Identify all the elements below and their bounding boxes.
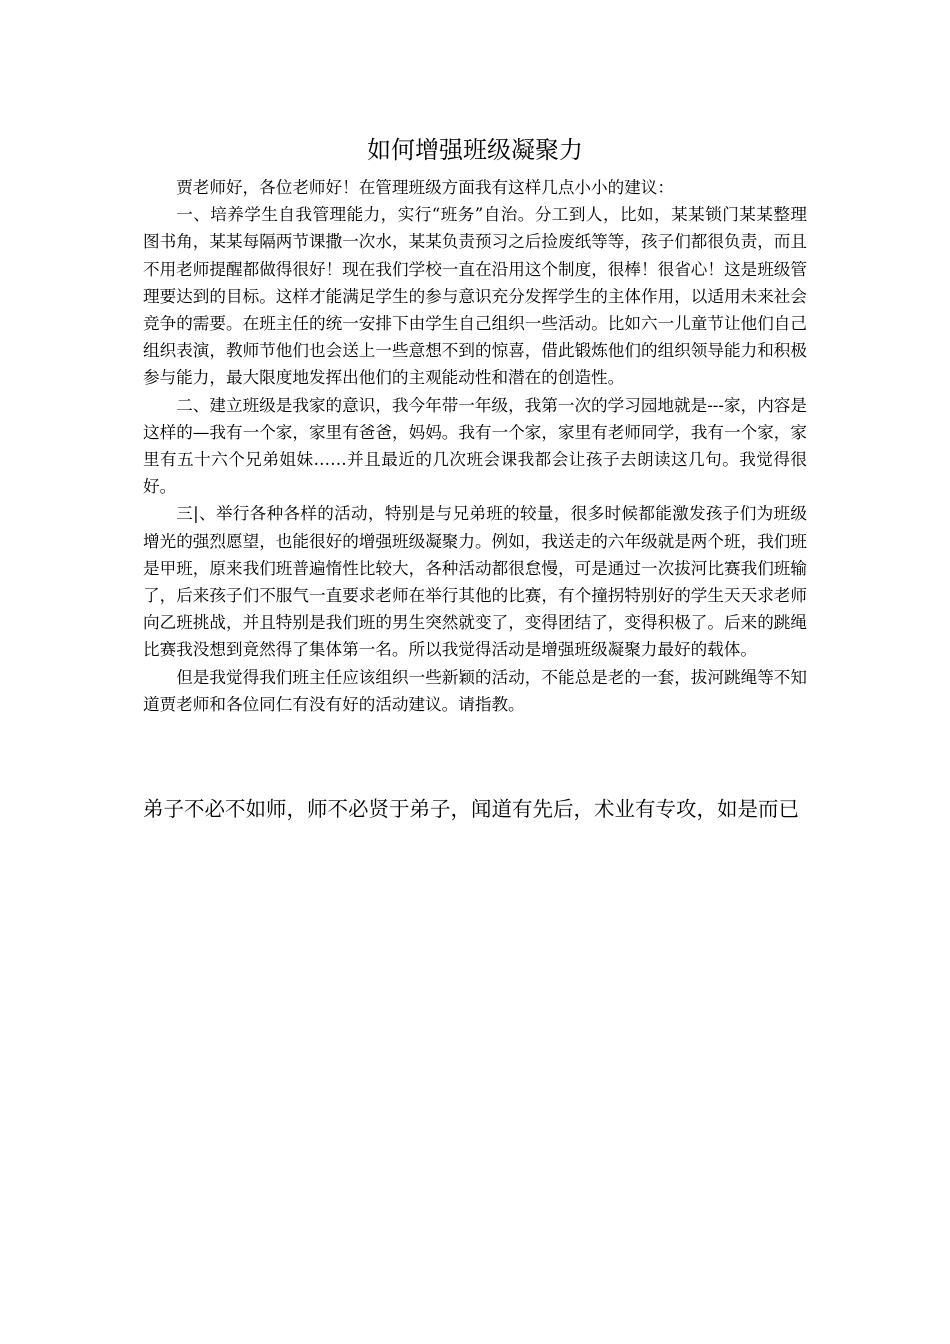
footer-quote: 弟子不必不如师，师不必贤于弟子，闻道有先后，术业有专攻，如是而已 (143, 797, 799, 821)
greeting-paragraph: 贾老师好，各位老师好！在管理班级方面我有这样几点小小的建议： (176, 178, 674, 197)
document-title: 如何增强班级凝聚力 (367, 136, 583, 164)
paragraph-point-three: 三|、举行各种各样的活动，特别是与兄弟班的较量，很多时候都能激发孩子们为班级增光的强烈愿望，也能很好的增强班级凝聚力。例如，我送走的六年级就是两个班，我们班是甲班，原来我们班普遍惰性比较大，各种活动都很怠慢，可是通过一次拔河比赛我们班输了，后来孩子们不服气一直要求老师在举行其他的比赛，有个撞拐特别好的学生天天求老师向乙班挑战，并且特别是我们班的男生突然就变了，变得团结了，变得积极了。后来的跳绳比赛我没想到竟然得了集体第一名。所以我觉得活动是增强班级凝聚力最好的载体。 (143, 504, 807, 660)
closing-paragraph: 但是我觉得我们班主任应该组织一些新颖的活动，不能总是老的一套，拔河跳绳等不知道贾老师和各位同仁有没有好的活动建议。请指教。 (143, 667, 807, 714)
document-body (143, 174, 807, 718)
paragraph-point-two: 二、建立班级是我家的意识，我今年带一年级，我第一次的学习园地就是---家，内容是这样的—我有一个家，家里有爸爸，妈妈。我有一个家，家里有老师同学，我有一个家，家里有五十六个兄弟姐妹……并且最近的几次班会课我都会让孩子去朗读这几句。我觉得很好。 (143, 395, 807, 497)
paragraph-point-one: 一、培养学生自我管理能力，实行“班务”自治。分工到人，比如，某某锁门某某整理图书角，某某每隔两节课撒一次水，某某负责预习之后捡废纸等等，孩子们都很负责，而且不用老师提醒都做得很好！现在我们学校一直在沿用这个制度，很棒！很省心！这是班级管理要达到的目标。这样才能满足学生的参与意识充分发挥学生的主体作用，以适用未来社会竞争的需要。在班主任的统一安排下由学生自己组织一些活动。比如六一儿童节让他们自己组织表演，教师节他们也会送上一些意想不到的惊喜，借此锻炼他们的组织领导能力和积极参与能力，最大限度地发挥出他们的主观能动性和潜在的创造性。 (143, 205, 807, 388)
